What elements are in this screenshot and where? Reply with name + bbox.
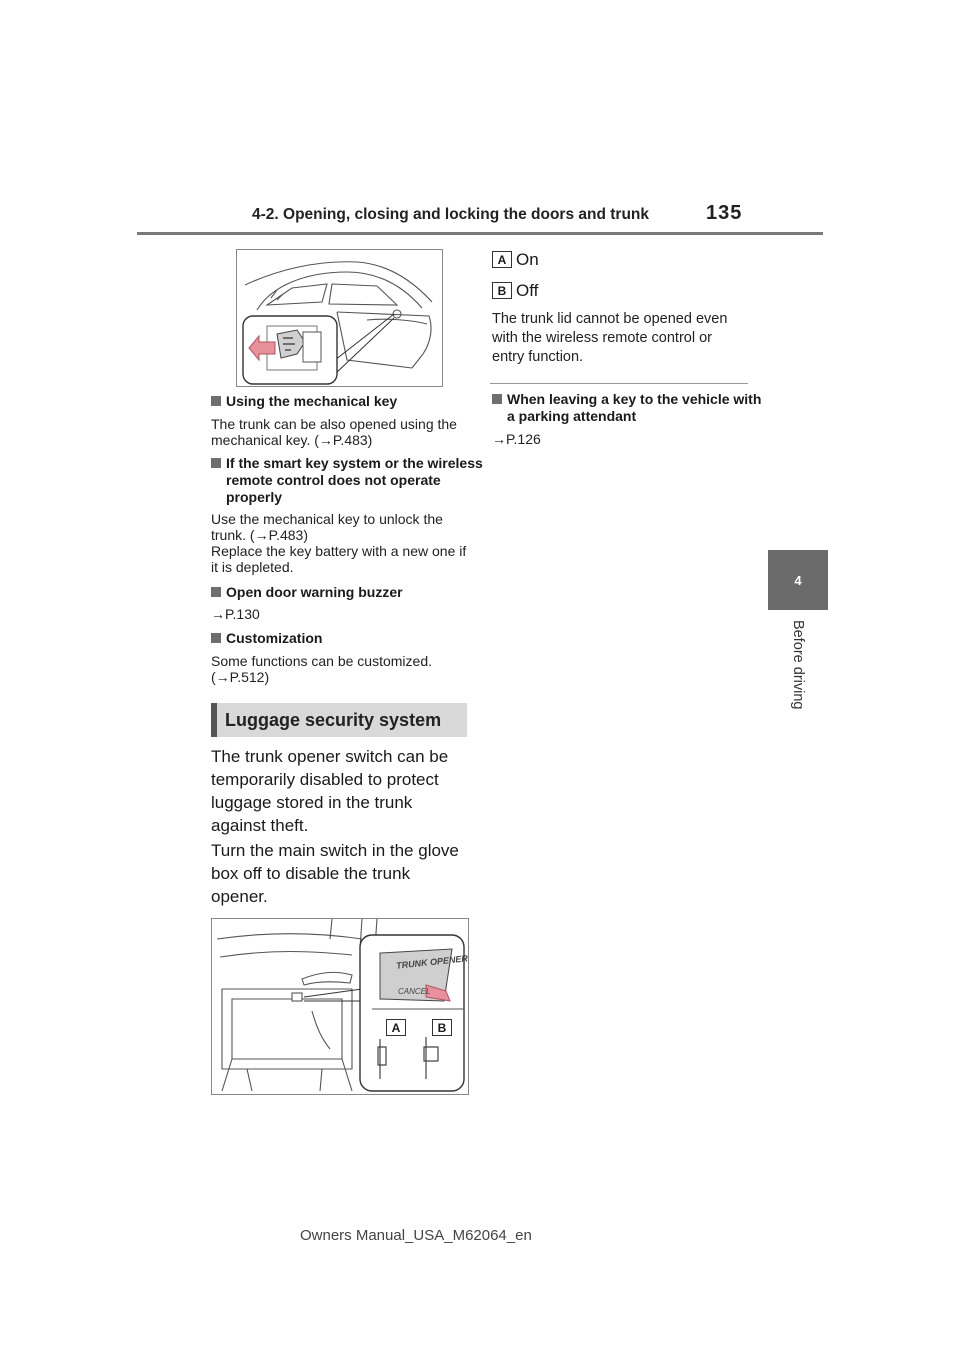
smart-key-body-2: Replace the key battery with a new one if it is depleted. [211, 543, 467, 575]
section-title: 4-2. Opening, closing and locking the doors and trunk [252, 206, 650, 223]
heading-mechanical-key: Using the mechanical key [211, 393, 484, 410]
buzzer-ref-link[interactable]: →P.130 [211, 606, 260, 622]
heading-parking-attendant: When leaving a key to the vehicle with a parking attendant [492, 391, 763, 425]
bullet-square-icon [211, 633, 221, 643]
luggage-para-1: The trunk opener switch can be temporarily disabled to protect luggage stored in the trunk against theft. [211, 747, 449, 835]
attendant-ref-link[interactable]: →P.126 [492, 431, 541, 447]
bullet-square-icon [211, 587, 221, 597]
heading-customization: Customization [211, 630, 469, 647]
chapter-tab[interactable]: 4 [768, 550, 828, 610]
luggage-para-2: Turn the main switch in the glove box off to disable the trunk opener. [211, 841, 459, 906]
chapter-label-text: Before driving [790, 620, 806, 710]
glovebox-switch-illustration [211, 918, 469, 1095]
section-rule [490, 383, 748, 384]
item-a-label: On [516, 250, 539, 269]
mech-key-body: The trunk can be also opened using the mechanical key. (→P.483) [211, 416, 457, 448]
heading-door-buzzer: Open door warning buzzer [211, 584, 469, 601]
chapter-label [760, 620, 836, 730]
item-a-box: A [492, 251, 512, 268]
figure-label-b: B [432, 1019, 452, 1036]
smart-key-body-1: Use the mechanical key to unlock the trunk. (→P.483) [211, 511, 443, 543]
page-number: 135 [706, 202, 743, 224]
figure-label-a: A [386, 1019, 406, 1036]
trunk-key-illustration [236, 249, 443, 387]
bullet-square-icon [492, 394, 502, 404]
header-rule [137, 232, 823, 235]
section-heading-luggage: Luggage security system [211, 703, 467, 737]
item-b-box: B [492, 282, 512, 299]
cancel-text: CANCEL [398, 987, 431, 996]
footer-text: Owners Manual_USA_M62064_en [300, 1227, 532, 1244]
bullet-square-icon [211, 396, 221, 406]
bullet-square-icon [211, 458, 221, 468]
customization-body: Some functions can be customized. (→P.512) [211, 653, 433, 685]
heading-smart-key: If the smart key system or the wireless remote control does not operate properly [211, 455, 484, 506]
off-note: The trunk lid cannot be opened even with the wireless remote control or entry function. [492, 311, 728, 365]
car-rear-drawing [237, 250, 442, 386]
item-b-label: Off [516, 281, 539, 300]
glovebox-drawing [212, 919, 468, 1094]
switch-text: TRUNK OPENER [395, 953, 469, 971]
